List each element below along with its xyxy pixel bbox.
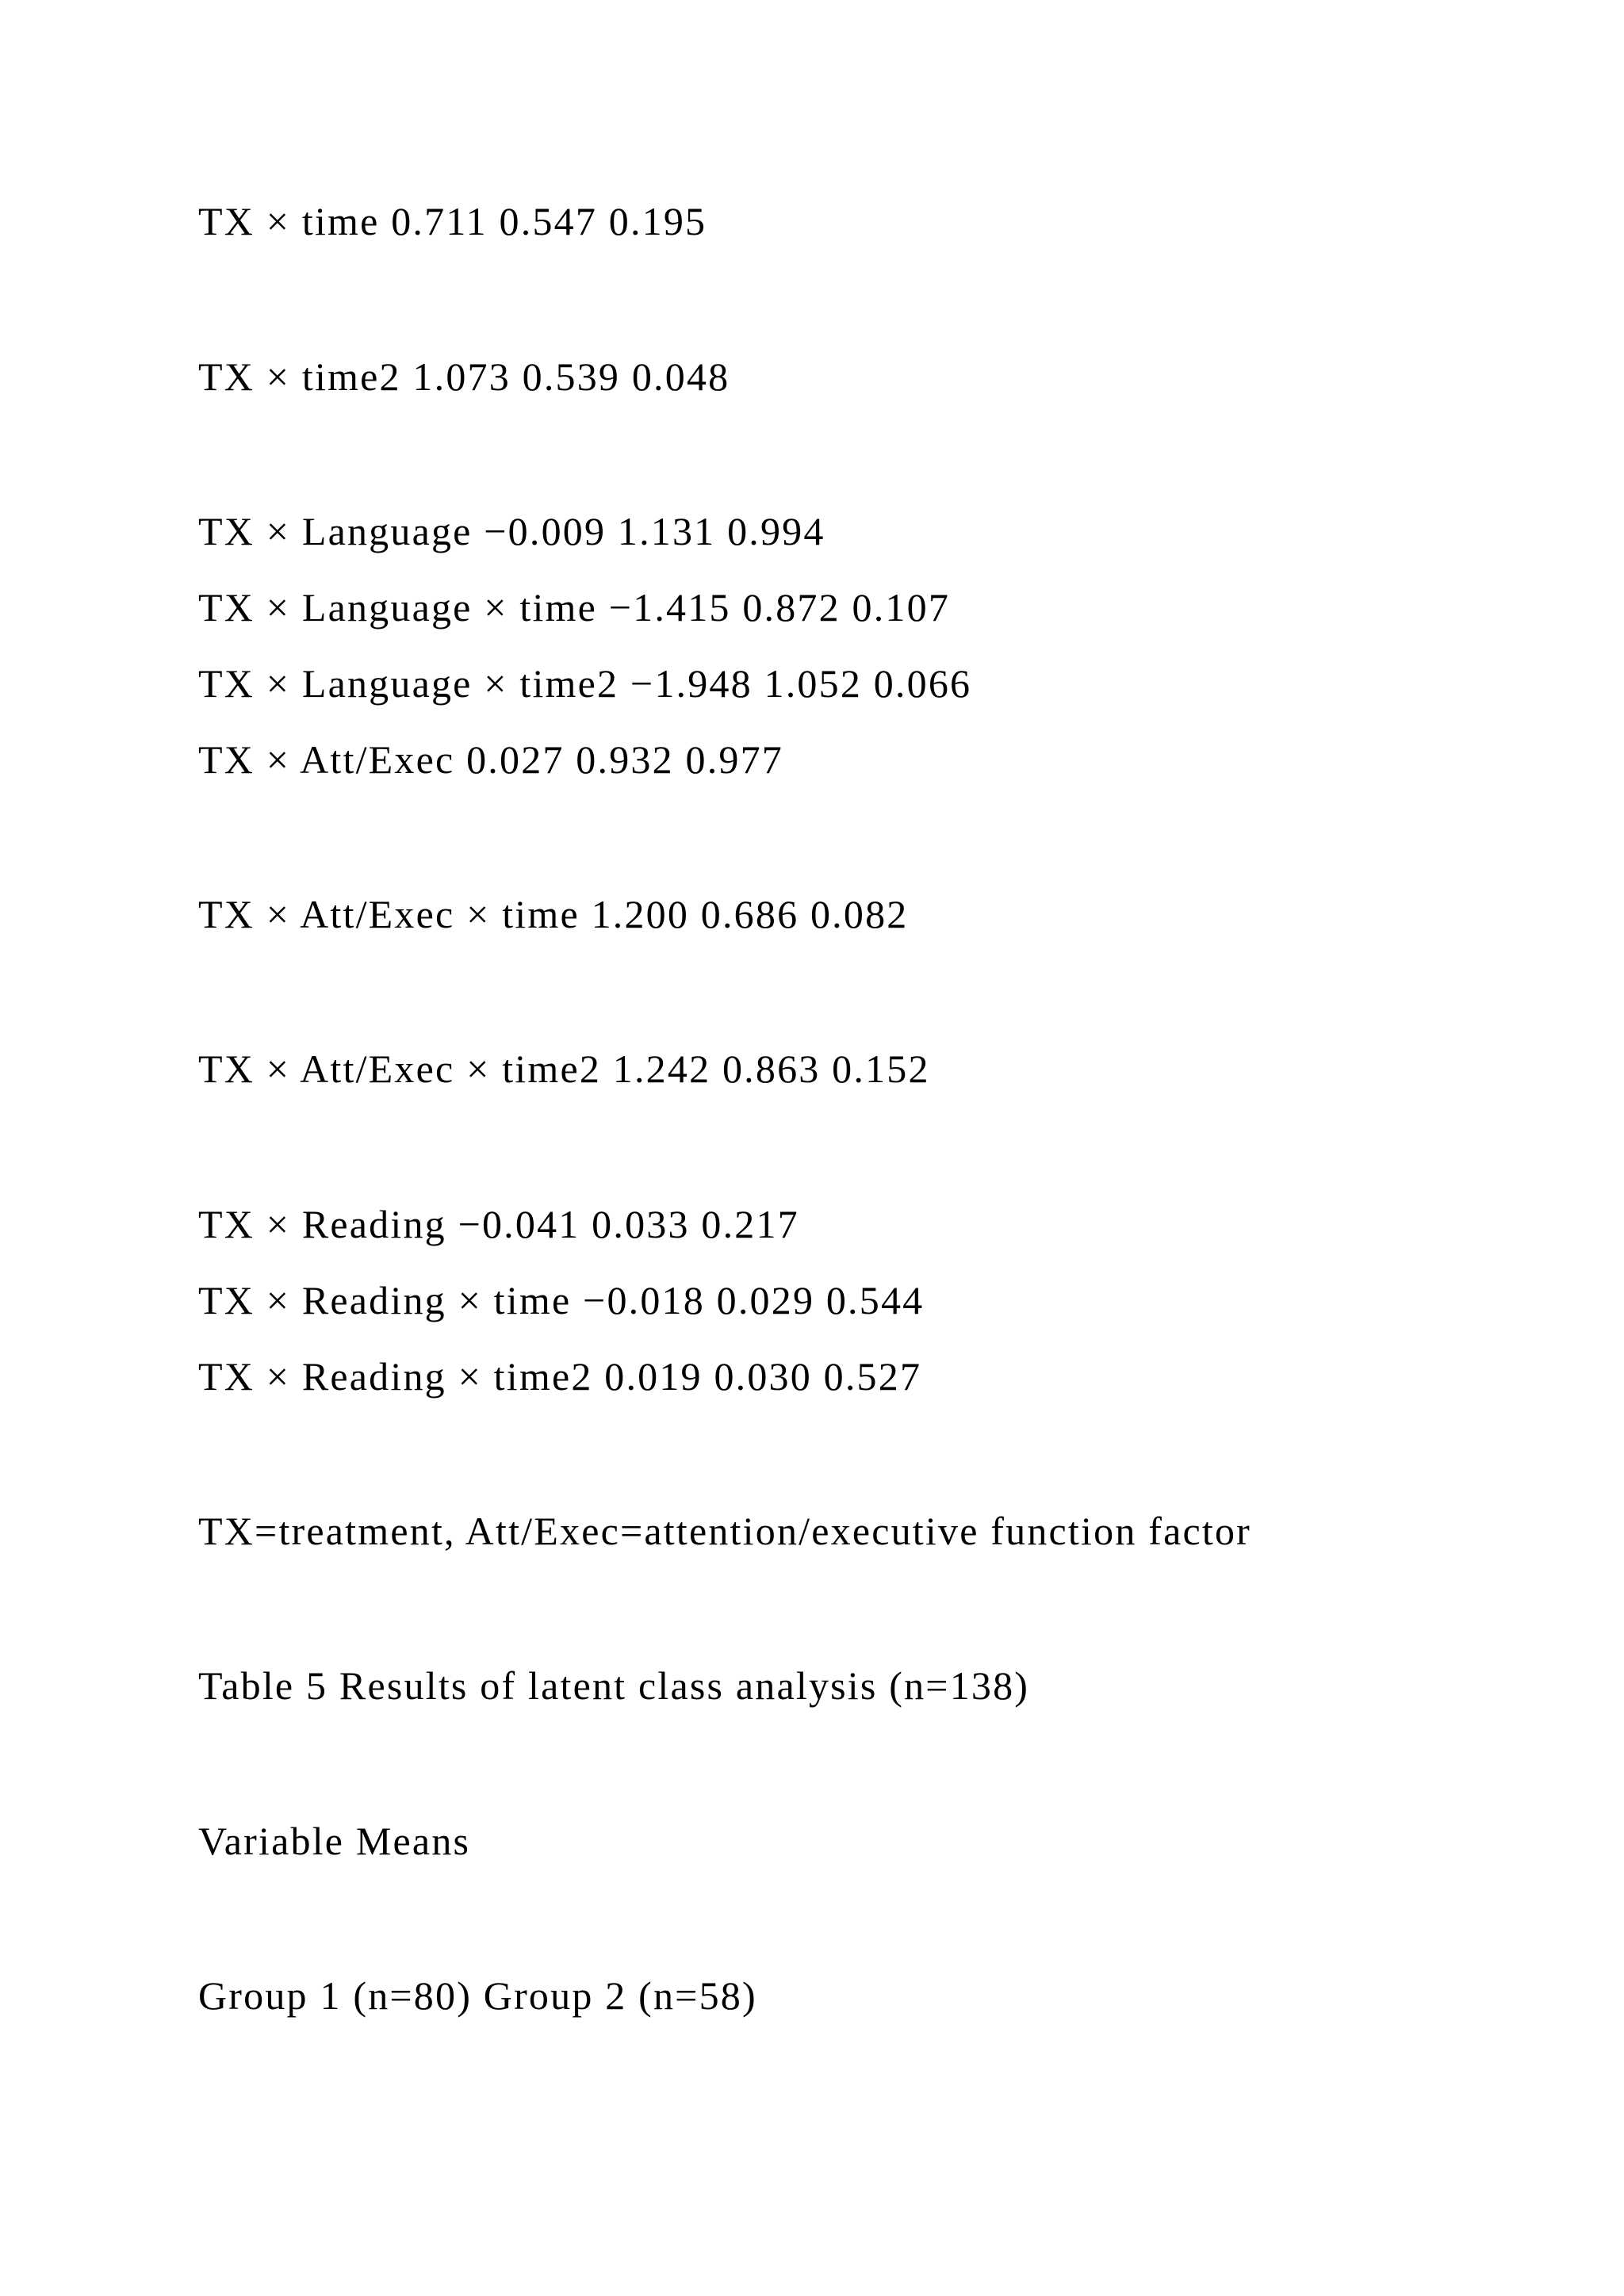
- table-row-tx-language: TX × Language −0.009 1.131 0.994: [198, 509, 825, 553]
- table-row-tx-reading-time: TX × Reading × time −0.018 0.029 0.544: [198, 1278, 925, 1322]
- table-row-tx-reading-time2: TX × Reading × time2 0.019 0.030 0.527: [198, 1354, 922, 1399]
- table-row-tx-language-time2: TX × Language × time2 −1.948 1.052 0.066: [198, 661, 972, 706]
- table-footnote: TX=treatment, Att/Exec=attention/executive function factor: [198, 1509, 1251, 1553]
- table-row-tx-time2: TX × time2 1.073 0.539 0.048: [198, 354, 730, 399]
- table-row-tx-reading: TX × Reading −0.041 0.033 0.217: [198, 1202, 799, 1246]
- table-5-caption: Table 5 Results of latent class analysis (n=138): [198, 1663, 1030, 1708]
- table-row-tx-att-exec-time: TX × Att/Exec × time 1.200 0.686 0.082: [198, 892, 909, 936]
- table-header-variable-means: Variable Means: [198, 1819, 471, 1863]
- table-row-tx-language-time: TX × Language × time −1.415 0.872 0.107: [198, 585, 951, 629]
- table-header-groups: Group 1 (n=80) Group 2 (n=58): [198, 1973, 757, 2018]
- table-row-tx-att-exec-time2: TX × Att/Exec × time2 1.242 0.863 0.152: [198, 1047, 930, 1091]
- table-row-tx-time: TX × time 0.711 0.547 0.195: [198, 199, 707, 243]
- table-row-tx-att-exec: TX × Att/Exec 0.027 0.932 0.977: [198, 737, 783, 782]
